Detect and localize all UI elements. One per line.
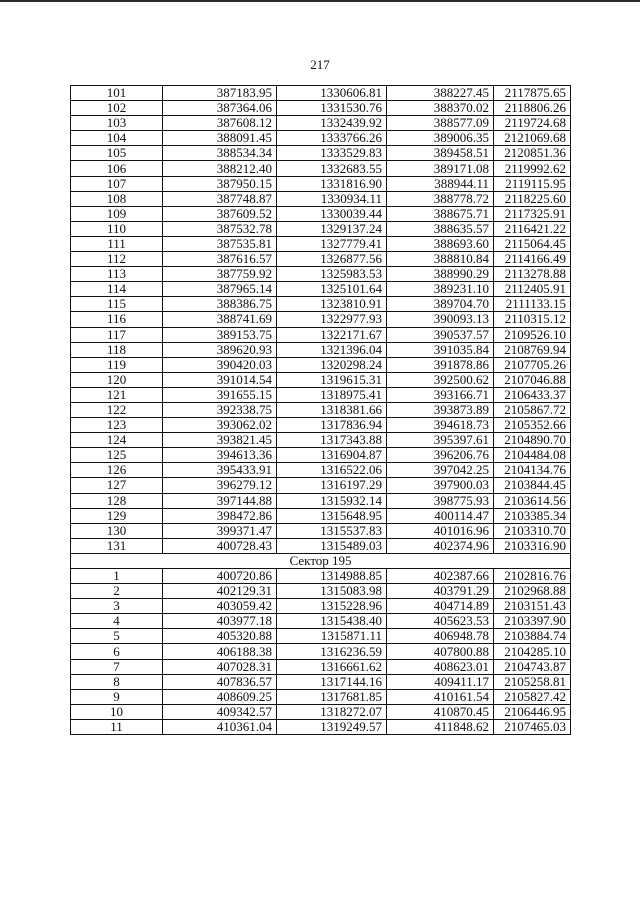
cell-x2: 402374.96 <box>387 538 494 553</box>
cell-y2: 2119724.68 <box>494 116 571 131</box>
cell-x2: 394618.73 <box>387 418 494 433</box>
cell-x1: 388091.45 <box>163 131 277 146</box>
cell-x2: 390093.13 <box>387 312 494 327</box>
cell-y1: 1331530.76 <box>277 101 387 116</box>
table-row <box>71 267 571 282</box>
cell-y1: 1319249.57 <box>277 719 387 734</box>
cell-y1: 1330039.44 <box>277 206 387 221</box>
cell-y2: 2115064.45 <box>494 236 571 251</box>
cell-x1: 398472.86 <box>163 508 277 523</box>
coordinates-table-body <box>71 86 571 735</box>
cell-point-number: 104 <box>71 131 163 146</box>
cell-y1: 1318381.66 <box>277 402 387 417</box>
cell-x2: 388990.29 <box>387 267 494 282</box>
table-row <box>71 629 571 644</box>
cell-point-number: 103 <box>71 116 163 131</box>
cell-y2: 2107046.88 <box>494 372 571 387</box>
cell-x1: 396279.12 <box>163 478 277 493</box>
cell-point-number: 125 <box>71 448 163 463</box>
cell-y2: 2116421.22 <box>494 221 571 236</box>
table-row <box>71 327 571 342</box>
cell-x2: 410870.45 <box>387 704 494 719</box>
cell-x1: 408609.25 <box>163 689 277 704</box>
cell-x1: 387748.87 <box>163 191 277 206</box>
cell-y2: 2103844.45 <box>494 478 571 493</box>
cell-x1: 393062.02 <box>163 418 277 433</box>
cell-y2: 2112405.91 <box>494 282 571 297</box>
cell-x2: 398775.93 <box>387 493 494 508</box>
cell-x1: 387183.95 <box>163 86 277 101</box>
cell-y2: 2108769.94 <box>494 342 571 357</box>
cell-y2: 2106433.37 <box>494 387 571 402</box>
cell-y1: 1325983.53 <box>277 267 387 282</box>
cell-point-number: 124 <box>71 433 163 448</box>
cell-point-number: 5 <box>71 629 163 644</box>
cell-y2: 2104285.10 <box>494 644 571 659</box>
table-row <box>71 342 571 357</box>
cell-x1: 403977.18 <box>163 614 277 629</box>
cell-y1: 1315489.03 <box>277 538 387 553</box>
cell-x1: 387608.12 <box>163 116 277 131</box>
cell-x2: 388675.71 <box>387 206 494 221</box>
cell-x1: 389153.75 <box>163 327 277 342</box>
table-row <box>71 523 571 538</box>
cell-y1: 1314988.85 <box>277 569 387 584</box>
cell-point-number: 11 <box>71 719 163 734</box>
table-row <box>71 252 571 267</box>
table-row <box>71 418 571 433</box>
cell-y2: 2119992.62 <box>494 161 571 176</box>
cell-x2: 389171.08 <box>387 161 494 176</box>
cell-x1: 407836.57 <box>163 674 277 689</box>
cell-point-number: 114 <box>71 282 163 297</box>
cell-y2: 2119115.95 <box>494 176 571 191</box>
cell-x2: 397900.03 <box>387 478 494 493</box>
table-row <box>71 674 571 689</box>
cell-point-number: 130 <box>71 523 163 538</box>
cell-x2: 408623.01 <box>387 659 494 674</box>
cell-y2: 2103884.74 <box>494 629 571 644</box>
cell-y2: 2120851.36 <box>494 146 571 161</box>
cell-y2: 2103310.70 <box>494 523 571 538</box>
cell-point-number: 129 <box>71 508 163 523</box>
cell-point-number: 131 <box>71 538 163 553</box>
table-row <box>71 176 571 191</box>
cell-x2: 388635.57 <box>387 221 494 236</box>
cell-y2: 2114166.49 <box>494 252 571 267</box>
table-row <box>71 236 571 251</box>
cell-x1: 389620.93 <box>163 342 277 357</box>
cell-y2: 2110315.12 <box>494 312 571 327</box>
cell-x2: 405623.53 <box>387 614 494 629</box>
cell-x1: 387950.15 <box>163 176 277 191</box>
cell-y2: 2113278.88 <box>494 267 571 282</box>
table-row <box>71 478 571 493</box>
cell-x1: 400728.43 <box>163 538 277 553</box>
sector-header-row <box>71 553 571 568</box>
cell-x1: 410361.04 <box>163 719 277 734</box>
cell-x2: 391035.84 <box>387 342 494 357</box>
cell-point-number: 120 <box>71 372 163 387</box>
cell-y1: 1330606.81 <box>277 86 387 101</box>
cell-y2: 2107705.26 <box>494 357 571 372</box>
table-row <box>71 689 571 704</box>
cell-point-number: 118 <box>71 342 163 357</box>
cell-point-number: 1 <box>71 569 163 584</box>
cell-y1: 1317144.16 <box>277 674 387 689</box>
table-row <box>71 312 571 327</box>
cell-y2: 2104743.87 <box>494 659 571 674</box>
cell-y2: 2107465.03 <box>494 719 571 734</box>
cell-y1: 1315537.83 <box>277 523 387 538</box>
table-row <box>71 101 571 116</box>
cell-x1: 388386.75 <box>163 297 277 312</box>
cell-point-number: 108 <box>71 191 163 206</box>
cell-point-number: 9 <box>71 689 163 704</box>
cell-x2: 402387.66 <box>387 569 494 584</box>
cell-x2: 388693.60 <box>387 236 494 251</box>
cell-y2: 2105352.66 <box>494 418 571 433</box>
cell-y2: 2105827.42 <box>494 689 571 704</box>
cell-y2: 2103385.34 <box>494 508 571 523</box>
cell-y1: 1333766.26 <box>277 131 387 146</box>
table-row <box>71 146 571 161</box>
cell-point-number: 117 <box>71 327 163 342</box>
cell-point-number: 8 <box>71 674 163 689</box>
cell-point-number: 122 <box>71 402 163 417</box>
cell-x2: 409411.17 <box>387 674 494 689</box>
cell-x2: 390537.57 <box>387 327 494 342</box>
cell-y2: 2102968.88 <box>494 584 571 599</box>
cell-x1: 406188.38 <box>163 644 277 659</box>
cell-x1: 387965.14 <box>163 282 277 297</box>
cell-y2: 2103316.90 <box>494 538 571 553</box>
cell-y1: 1320298.24 <box>277 357 387 372</box>
cell-x2: 411848.62 <box>387 719 494 734</box>
table-row <box>71 538 571 553</box>
cell-x1: 391014.54 <box>163 372 277 387</box>
cell-x2: 407800.88 <box>387 644 494 659</box>
cell-y1: 1321396.04 <box>277 342 387 357</box>
cell-point-number: 3 <box>71 599 163 614</box>
page-number: 217 <box>310 57 330 72</box>
table-row <box>71 161 571 176</box>
cell-point-number: 113 <box>71 267 163 282</box>
cell-y1: 1315438.40 <box>277 614 387 629</box>
cell-point-number: 10 <box>71 704 163 719</box>
table-row <box>71 644 571 659</box>
cell-y1: 1315871.11 <box>277 629 387 644</box>
cell-x1: 387609.52 <box>163 206 277 221</box>
cell-point-number: 126 <box>71 463 163 478</box>
cell-x1: 394613.36 <box>163 448 277 463</box>
cell-x1: 400720.86 <box>163 569 277 584</box>
cell-y1: 1331816.90 <box>277 176 387 191</box>
cell-y1: 1325101.64 <box>277 282 387 297</box>
table-row <box>71 372 571 387</box>
cell-y1: 1315932.14 <box>277 493 387 508</box>
cell-x1: 397144.88 <box>163 493 277 508</box>
cell-y1: 1316661.62 <box>277 659 387 674</box>
cell-y2: 2104890.70 <box>494 433 571 448</box>
cell-y2: 2102816.76 <box>494 569 571 584</box>
cell-point-number: 123 <box>71 418 163 433</box>
cell-x2: 403791.29 <box>387 584 494 599</box>
coordinates-table <box>70 85 571 735</box>
cell-point-number: 107 <box>71 176 163 191</box>
table-row <box>71 569 571 584</box>
table-row <box>71 297 571 312</box>
cell-x1: 390420.03 <box>163 357 277 372</box>
cell-x1: 399371.47 <box>163 523 277 538</box>
table-row <box>71 704 571 719</box>
cell-y2: 2104134.76 <box>494 463 571 478</box>
cell-y1: 1316197.29 <box>277 478 387 493</box>
cell-point-number: 111 <box>71 236 163 251</box>
table-row <box>71 614 571 629</box>
table-row <box>71 282 571 297</box>
cell-y1: 1322977.93 <box>277 312 387 327</box>
table-row <box>71 599 571 614</box>
cell-y1: 1315228.96 <box>277 599 387 614</box>
cell-x2: 392500.62 <box>387 372 494 387</box>
cell-y2: 2105867.72 <box>494 402 571 417</box>
cell-x2: 406948.78 <box>387 629 494 644</box>
cell-x1: 388534.34 <box>163 146 277 161</box>
table-row <box>71 131 571 146</box>
cell-x2: 389231.10 <box>387 282 494 297</box>
cell-x1: 387532.78 <box>163 221 277 236</box>
cell-y1: 1319615.31 <box>277 372 387 387</box>
cell-y1: 1329137.24 <box>277 221 387 236</box>
cell-x2: 388778.72 <box>387 191 494 206</box>
cell-point-number: 4 <box>71 614 163 629</box>
cell-x2: 389006.35 <box>387 131 494 146</box>
cell-y2: 2104484.08 <box>494 448 571 463</box>
cell-y1: 1317836.94 <box>277 418 387 433</box>
cell-x1: 387535.81 <box>163 236 277 251</box>
cell-y1: 1318272.07 <box>277 704 387 719</box>
cell-x2: 393873.89 <box>387 402 494 417</box>
cell-x1: 407028.31 <box>163 659 277 674</box>
cell-point-number: 127 <box>71 478 163 493</box>
cell-point-number: 2 <box>71 584 163 599</box>
cell-y1: 1333529.83 <box>277 146 387 161</box>
cell-point-number: 105 <box>71 146 163 161</box>
cell-y1: 1317681.85 <box>277 689 387 704</box>
cell-y1: 1316904.87 <box>277 448 387 463</box>
table-row <box>71 402 571 417</box>
cell-y1: 1317343.88 <box>277 433 387 448</box>
cell-y2: 2109526.10 <box>494 327 571 342</box>
cell-point-number: 115 <box>71 297 163 312</box>
cell-y2: 2103614.56 <box>494 493 571 508</box>
cell-point-number: 110 <box>71 221 163 236</box>
cell-x2: 401016.96 <box>387 523 494 538</box>
cell-x2: 388810.84 <box>387 252 494 267</box>
cell-x2: 395397.61 <box>387 433 494 448</box>
cell-x2: 400114.47 <box>387 508 494 523</box>
cell-point-number: 101 <box>71 86 163 101</box>
cell-y2: 2117325.91 <box>494 206 571 221</box>
cell-y1: 1315648.95 <box>277 508 387 523</box>
table-row <box>71 221 571 236</box>
sector-label: Сектор 195 <box>71 553 571 568</box>
cell-y2: 2106446.95 <box>494 704 571 719</box>
table-row <box>71 191 571 206</box>
cell-point-number: 128 <box>71 493 163 508</box>
table-row <box>71 719 571 734</box>
cell-point-number: 6 <box>71 644 163 659</box>
table-row <box>71 659 571 674</box>
cell-x1: 392338.75 <box>163 402 277 417</box>
cell-y2: 2111133.15 <box>494 297 571 312</box>
cell-x1: 387616.57 <box>163 252 277 267</box>
cell-x2: 388370.02 <box>387 101 494 116</box>
table-row <box>71 463 571 478</box>
cell-y1: 1315083.98 <box>277 584 387 599</box>
cell-x2: 404714.89 <box>387 599 494 614</box>
table-row <box>71 86 571 101</box>
table-row <box>71 357 571 372</box>
table-row <box>71 433 571 448</box>
cell-x2: 396206.76 <box>387 448 494 463</box>
cell-x1: 409342.57 <box>163 704 277 719</box>
cell-point-number: 106 <box>71 161 163 176</box>
cell-y1: 1316522.06 <box>277 463 387 478</box>
cell-point-number: 116 <box>71 312 163 327</box>
cell-x2: 393166.71 <box>387 387 494 402</box>
cell-x1: 388741.69 <box>163 312 277 327</box>
cell-y2: 2103397.90 <box>494 614 571 629</box>
cell-y1: 1322171.67 <box>277 327 387 342</box>
table-row <box>71 387 571 402</box>
cell-y2: 2121069.68 <box>494 131 571 146</box>
cell-y1: 1326877.56 <box>277 252 387 267</box>
cell-x2: 410161.54 <box>387 689 494 704</box>
cell-x2: 389458.51 <box>387 146 494 161</box>
cell-point-number: 102 <box>71 101 163 116</box>
cell-x1: 391655.15 <box>163 387 277 402</box>
cell-point-number: 7 <box>71 659 163 674</box>
cell-y1: 1332439.92 <box>277 116 387 131</box>
cell-x2: 391878.86 <box>387 357 494 372</box>
cell-x1: 395433.91 <box>163 463 277 478</box>
cell-y1: 1332683.55 <box>277 161 387 176</box>
cell-x1: 388212.40 <box>163 161 277 176</box>
table-row <box>71 584 571 599</box>
cell-y2: 2105258.81 <box>494 674 571 689</box>
cell-point-number: 112 <box>71 252 163 267</box>
table-row <box>71 448 571 463</box>
cell-y1: 1323810.91 <box>277 297 387 312</box>
cell-x1: 405320.88 <box>163 629 277 644</box>
cell-y2: 2118806.26 <box>494 101 571 116</box>
cell-x1: 387759.92 <box>163 267 277 282</box>
table-row <box>71 206 571 221</box>
cell-x2: 388227.45 <box>387 86 494 101</box>
cell-point-number: 119 <box>71 357 163 372</box>
cell-x2: 388577.09 <box>387 116 494 131</box>
table-row <box>71 508 571 523</box>
cell-y2: 2117875.65 <box>494 86 571 101</box>
cell-x1: 403059.42 <box>163 599 277 614</box>
cell-y1: 1316236.59 <box>277 644 387 659</box>
cell-y2: 2103151.43 <box>494 599 571 614</box>
cell-x1: 387364.06 <box>163 101 277 116</box>
cell-x1: 393821.45 <box>163 433 277 448</box>
cell-x2: 388944.11 <box>387 176 494 191</box>
cell-point-number: 121 <box>71 387 163 402</box>
cell-point-number: 109 <box>71 206 163 221</box>
cell-y1: 1327779.41 <box>277 236 387 251</box>
cell-y2: 2118225.60 <box>494 191 571 206</box>
table-row <box>71 493 571 508</box>
table-row <box>71 116 571 131</box>
cell-x2: 389704.70 <box>387 297 494 312</box>
cell-y1: 1330934.11 <box>277 191 387 206</box>
top-border-rule <box>0 0 640 2</box>
cell-y1: 1318975.41 <box>277 387 387 402</box>
cell-x2: 397042.25 <box>387 463 494 478</box>
cell-x1: 402129.31 <box>163 584 277 599</box>
